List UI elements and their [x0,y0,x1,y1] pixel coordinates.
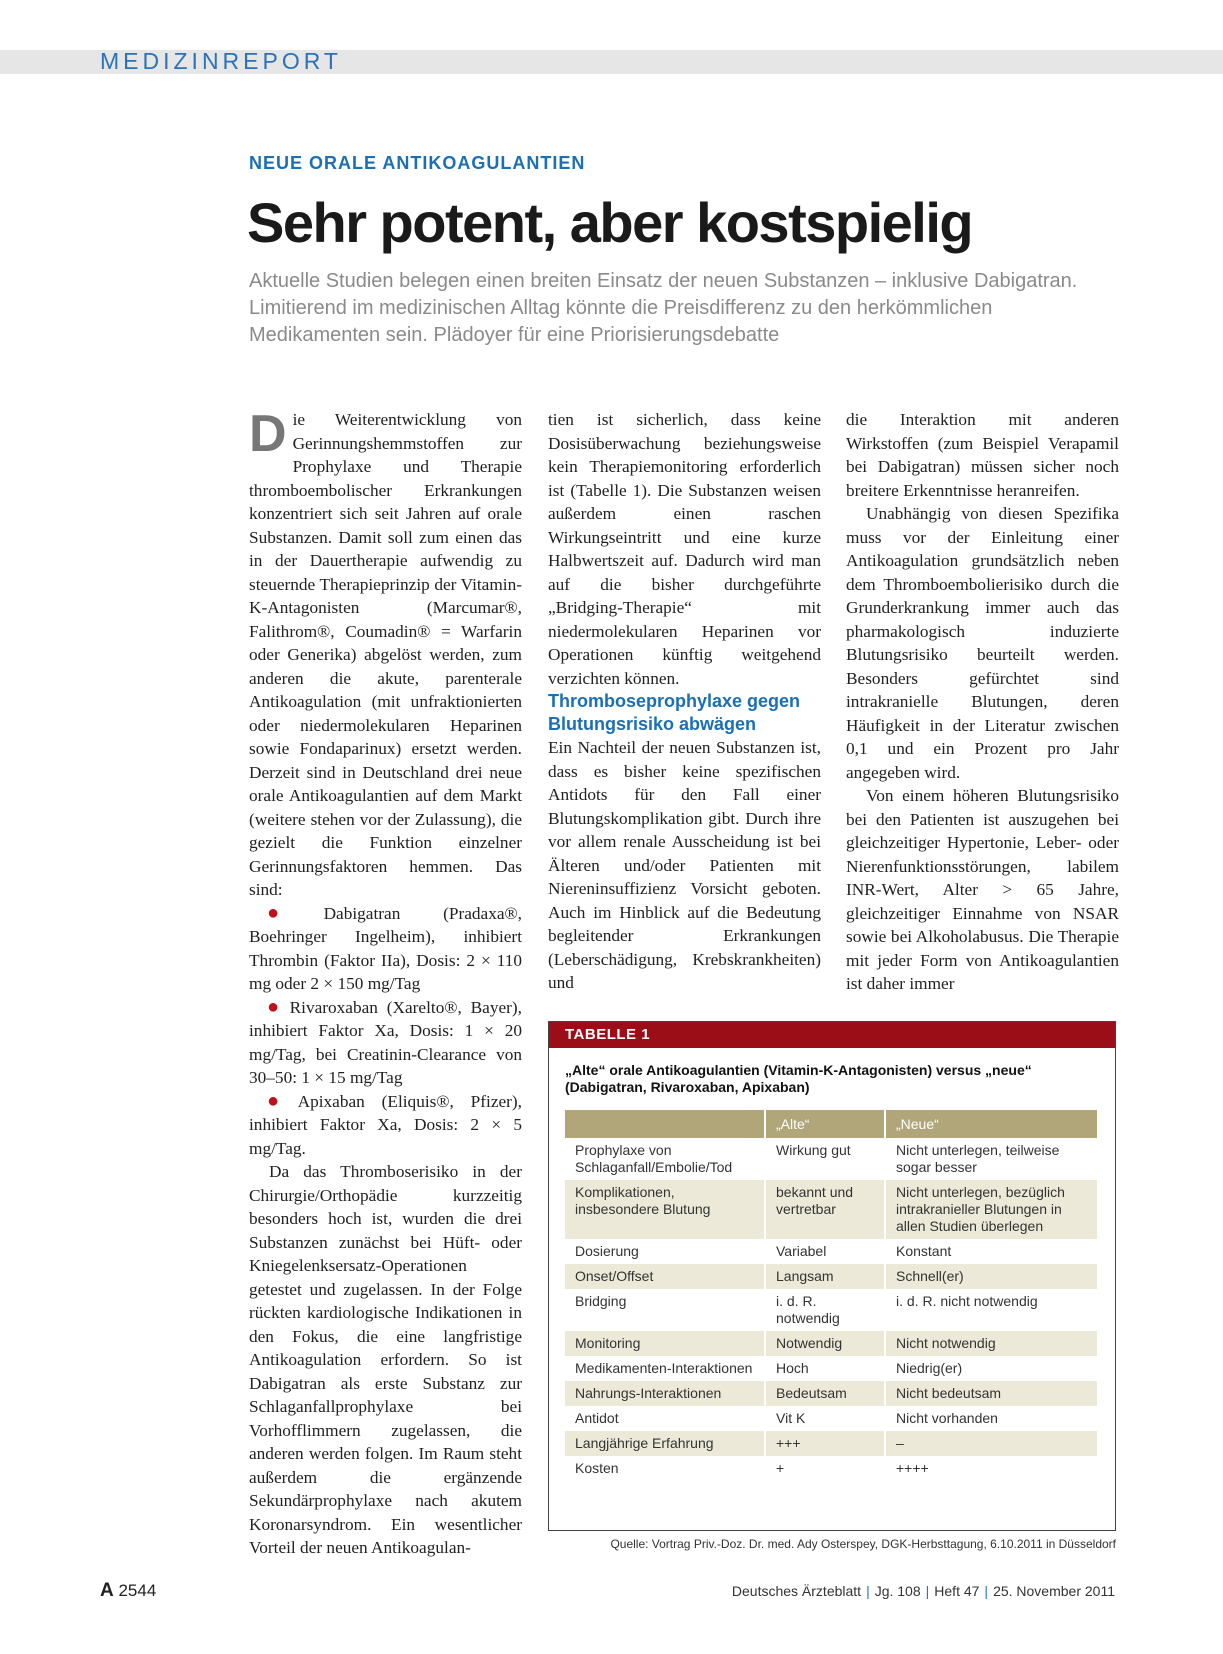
article-headline: Sehr potent, aber kostspielig [247,191,973,254]
table-cell: Kosten [575,1460,619,1476]
table-cell: Schnell(er) [885,1264,1097,1289]
paragraph: Ein Nachteil der neuen Substanzen ist, dass es bisher keine spezifischen Antidots für den Fall einer Blutungskomplikation gibt. Durch ihre vor allem renale Ausscheidung ist bei Älteren und/oder Patienten mit Niereninsuffizienz Vorsicht geboten. Auch im Hinblick auf die Bedeutung begleitender Erkrankungen (Leberschädigung, Krebskrankheiten) und [548,738,821,992]
table-cell: Nicht notwendig [885,1331,1097,1356]
table-cell: Bedeutsam [765,1381,885,1406]
paragraph: Unabhängig von diesen Spezifika muss vor der Einleitung einer Antikoagulation grundsätzlich neben dem Thromboembolierisiko durch die Grunderkrankung immer auch das pharmakologisch induzierte Blutungsrisiko beurteilt werden. Besonders gefürchtet sind intrakranielle Blutungen, deren Häufigkeit in der Literatur zwischen 0,1 und ein Prozent pro Jahr angegeben wird. [846,504,1119,782]
table-cell: Nicht unterlegen, bezüglich intrakranieller Blutungen in allen Studien überlegen [885,1180,1097,1239]
bullet-item [249,996,522,1090]
table-title: „Alte“ orale Antikoagulantien (Vitamin-K-Antagonisten) versus „neue“ (Dabigatran, Rivaroxaban, Apixaban) [565,1062,1032,1095]
table-cell: Vit K [765,1406,885,1431]
table-row [565,1264,1097,1289]
paragraph: die Interaktion mit anderen Wirkstoffen (zum Beispiel Verapamil bei Dabigatran) müssen sicher noch breitere Erkenntnisse heranreifen. [846,410,1119,500]
article-kicker: NEUE ORALE ANTIKOAGULANTIEN [249,153,586,173]
section-subhead: Thromboseprophylaxe gegen Blutungsrisiko abwägen [548,691,801,734]
table-cell: Notwendig [765,1331,885,1356]
journal-issue: Heft 47 [934,1583,980,1599]
table-cell: Konstant [885,1239,1097,1264]
table-row [565,1239,1097,1264]
table-label: TABELLE 1 [549,1022,1115,1048]
table-source: Quelle: Vortrag Priv.-Doz. Dr. med. Ady Osterspey, DGK-Herbsttagung, 6.10.2011 in Düsseldorf [610,1537,1116,1551]
page-letter: A [100,1580,114,1601]
bullet-icon: ● [267,1089,292,1112]
table-header-cell: „Neue“ [885,1110,1097,1138]
table-cell: i. d. R. nicht notwendig [885,1289,1097,1331]
table-row [565,1456,1097,1481]
table-row [565,1431,1097,1456]
table-cell: Variabel [765,1239,885,1264]
paragraph: Da das Thromboserisiko in der Chirurgie/Orthopädie kurzzeitig besonders hoch ist, wurden die drei Substanzen zunächst bei Hüft- oder Kniegelenksersatz-Operationen getestet und zugelassen. In der Folge rückten kardiologische Indikationen in den Fokus, die eine langfristige Antikoagulation erfordern. So ist Dabigatran als erste Substanz zur Schlaganfallprophylaxe bei Vorhofflimmern zugelassen, die anderen werden folgen. Im Raum steht außerdem die ergänzende Sekundärprophylaxe nach akutem Koronarsyndrom. Ein wesentlicher Vorteil der neuen Antikoagulan- [249,1162,522,1557]
journal-footer [732,1583,1115,1599]
table-cell: Niedrig(er) [885,1356,1097,1381]
paragraph: Von einem höheren Blutungsrisiko bei den Patienten ist auszugehen bei gleichzeitiger Hypertonie, Leber- oder Nierenfunktionsstörungen, labilem INR-Wert, Alter > 65 Jahre, gleichzeitiger Einnahme von NSAR sowie bei Alkoholabusus. Die Therapie mit jeder Form von Antikoagulantien ist daher immer [846,786,1119,993]
table-cell: Bridging [575,1293,627,1309]
bullet-item [249,1090,522,1161]
table-cell: Wirkung gut [765,1138,885,1180]
table-cell: Langjährige Erfahrung [565,1431,765,1456]
comparison-table-box [548,1021,1116,1531]
section-label: MEDIZINREPORT [100,48,342,74]
table-row [565,1138,1097,1180]
comparison-table [565,1110,1097,1481]
page-number-value: 2544 [118,1581,157,1600]
table-header-row [565,1110,1097,1138]
article-subtitle: Aktuelle Studien belegen einen breiten Einsatz der neuen Substanzen – inklusive Dabigatran. Limitierend im medizinischen Alltag könnte die Preisdifferenz zu den herkömmlichen Medikamenten sein. Plädoyer für eine Priorisierungsdebatte [249,270,1078,346]
table-cell: Medikamenten-Interaktionen [575,1360,753,1376]
bullet-item [249,902,522,996]
table-cell: + [765,1456,885,1481]
table-row [565,1331,1097,1356]
table-cell: i. d. R. notwendig [765,1289,885,1331]
table-cell: ++++ [885,1456,1097,1481]
text-column-3 [846,408,1119,996]
journal-volume: Jg. 108 [874,1583,921,1599]
separator: | [866,1583,870,1599]
text-column-1 [249,405,522,1560]
paragraph-text: ie Weiterentwicklung von Gerinnungshemmstoffen zur Prophylaxe und Therapie thromboembolischer Erkrankungen konzentriert sich seit Jahren auf orale Substanzen. Damit soll zum einen das in der Dauertherapie aufwendig zu steuernde Therapieprinzip der Vitamin-K-Antagonisten (Marcumar®, Falithrom®, Coumadin® = Warfarin oder Generika) abgelöst werden, zum anderen die akute, parenterale Antikoagulation (mit unfraktionierten oder niedermolekularen Heparinen sowie Fondaparinux) ersetzt werden. Derzeit sind in Deutschland drei neue orale Antikoagulantien auf dem Markt (weitere stehen vor der Zulassung), die gezielt die Funktion einzelner Gerinnungsfaktoren hemmen. Das sind: [249,410,522,899]
table-cell: Dosierung [575,1243,639,1259]
table-header-cell: „Alte“ [765,1110,885,1138]
separator: | [925,1583,930,1599]
table-row [565,1180,1097,1239]
bullet-text: Apixaban (Eliquis®, Pfizer), inhibiert Faktor Xa, Dosis: 2 × 5 mg/Tag. [249,1091,522,1158]
table-cell: Onset/Offset [565,1264,765,1289]
table-cell: Monitoring [565,1331,765,1356]
paragraph [249,405,522,902]
table-cell: Hoch [765,1356,885,1381]
table-row [565,1406,1097,1431]
table-cell: Nicht bedeutsam [885,1381,1097,1406]
table-cell: Langsam [765,1264,885,1289]
separator: | [984,1583,989,1599]
table-cell: Prophylaxe von Schlaganfall/Embolie/Tod [575,1142,733,1175]
table-cell: Nicht unterlegen, teilweise sogar besser [885,1138,1097,1180]
text-column-2 [548,408,821,995]
table-cell: Nahrungs-Interaktionen [565,1381,765,1406]
page-number [100,1580,156,1602]
table-row [565,1289,1097,1331]
table-header-cell [565,1110,765,1138]
journal-name: Deutsches Ärzteblatt [731,1583,862,1599]
table-cell: +++ [765,1431,885,1456]
bullet-icon: ● [267,995,284,1018]
table-cell: Komplikationen, insbesondere Blutung [565,1180,765,1239]
bullet-icon: ● [267,901,318,924]
bullet-text: Rivaroxaban (Xarelto®, Bayer), inhibiert Faktor Xa, Dosis: 1 × 20 mg/Tag, bei Creatinin-Clearance von 30–50: 1 × 15 mg/Tag [249,997,522,1087]
table-cell: – [885,1431,1097,1456]
table-cell: Nicht vorhanden [885,1406,1097,1431]
table-cell: Antidot [575,1410,619,1426]
journal-date: 25. November 2011 [993,1583,1115,1599]
paragraph: tien ist sicherlich, dass keine Dosisüberwachung beziehungsweise kein Therapiemonitoring erforderlich ist (Tabelle 1). Die Substanzen weisen außerdem einen raschen Wirkungseintritt und eine kurze Halbwertszeit auf. Dadurch wird man auf die bisher durchgeführte „Bridging-Therapie“ mit niedermolekularen Heparinen vor Operationen künftig weitgehend verzichten können. [548,410,821,688]
table-cell: bekannt und vertretbar [765,1180,885,1239]
table-row [565,1381,1097,1406]
table-row [565,1356,1097,1381]
drop-cap: D [249,405,287,463]
bullet-text: Dabigatran (Pradaxa®, Boehringer Ingelheim), inhibiert Thrombin (Faktor IIa), Dosis: 2 × 110 mg oder 2 × 150 mg/Tag [249,903,522,993]
